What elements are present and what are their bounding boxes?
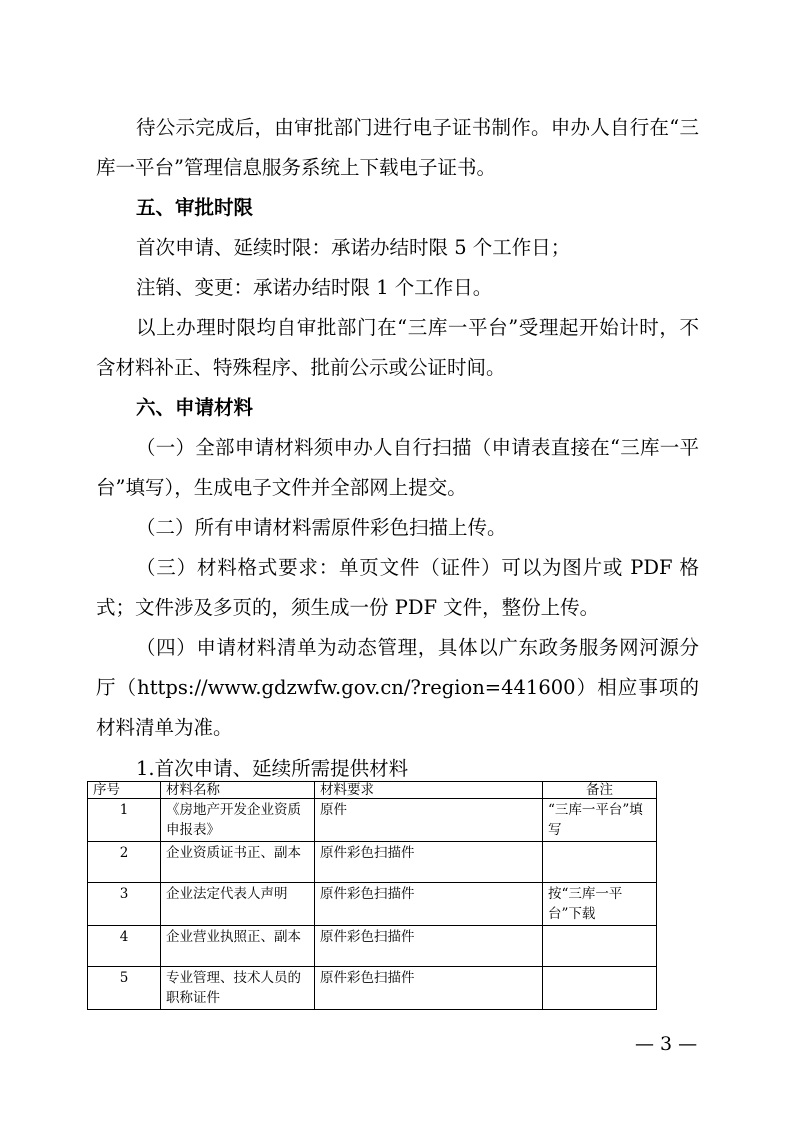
paragraph-time-limit-note: 以上办理时限均自审批部门在“三库一平台”受理起开始计时，不含材料补正、特殊程序、批前公示或公证时间。	[96, 316, 699, 379]
cell-remark	[543, 967, 657, 1010]
cell-material-requirement: 原件彩色扫描件	[315, 842, 543, 883]
cell-material-name: 专业管理、技术人员的职称证件	[161, 967, 315, 1010]
cell-material-requirement: 原件	[315, 799, 543, 842]
column-header-index: 序号	[88, 782, 161, 799]
paragraph-materials-scan: （一）全部申请材料须申办人自行扫描（申请表直接在“三库一平台”填写），生成电子文件并全部网上提交。	[96, 436, 699, 499]
cell-material-requirement: 原件彩色扫描件	[315, 967, 543, 1010]
table-header-row	[88, 782, 657, 799]
column-header-material-name: 材料名称	[161, 782, 315, 799]
paragraph-certificate-download: 待公示完成后，由审批部门进行电子证书制作。申办人自行在“三库一平台”管理信息服务系统上下载电子证书。	[96, 116, 699, 179]
cell-material-name: 企业资质证书正、副本	[161, 842, 315, 883]
cell-remark	[543, 842, 657, 883]
cell-material-name: 《房地产开发企业资质申报表》	[161, 799, 315, 842]
time-limit-cancellation-change: 注销、变更：承诺办结时限 1 个工作日。	[136, 276, 493, 299]
table-row	[88, 967, 657, 1010]
cell-index: 1	[88, 799, 161, 842]
column-header-remark: 备注	[543, 782, 657, 799]
cell-remark: “三库一平台”填写	[543, 799, 657, 842]
cell-material-requirement: 原件彩色扫描件	[315, 926, 543, 967]
paragraph-materials-color-scan: （二）所有申请材料需原件彩色扫描上传。	[136, 516, 507, 539]
time-limit-first-application: 首次申请、延续时限：承诺办结时限 5 个工作日；	[136, 236, 571, 259]
section-heading-application-materials: 六、申请材料	[136, 396, 254, 419]
cell-index: 3	[88, 883, 161, 926]
section-heading-approval-time-limit: 五、审批时限	[136, 196, 254, 219]
table-caption: 1.首次申请、延续所需提供材料	[136, 757, 409, 780]
cell-index: 2	[88, 842, 161, 883]
table-row	[88, 842, 657, 883]
materials-table	[87, 781, 657, 1010]
paragraph-materials-list-dynamic: （四）申请材料清单为动态管理，具体以广东政务服务网河源分厅（https://www.gdzwfw.gov.cn/?region=441600）相应事项的材料清单为准。	[96, 636, 699, 739]
cell-material-requirement: 原件彩色扫描件	[315, 883, 543, 926]
cell-index: 4	[88, 926, 161, 967]
cell-remark: 按“三库一平台”下载	[543, 883, 657, 926]
paragraph-materials-format: （三）材料格式要求：单页文件（证件）可以为图片或 PDF 格式；文件涉及多页的，须生成一份 PDF 文件，整份上传。	[96, 556, 699, 619]
table-row	[88, 799, 657, 842]
cell-material-name: 企业法定代表人声明	[161, 883, 315, 926]
cell-index: 5	[88, 967, 161, 1010]
table-row	[88, 926, 657, 967]
page-number: — 3 —	[635, 1033, 698, 1055]
cell-material-name: 企业营业执照正、副本	[161, 926, 315, 967]
cell-remark	[543, 926, 657, 967]
column-header-material-requirement: 材料要求	[315, 782, 543, 799]
table-row	[88, 883, 657, 926]
